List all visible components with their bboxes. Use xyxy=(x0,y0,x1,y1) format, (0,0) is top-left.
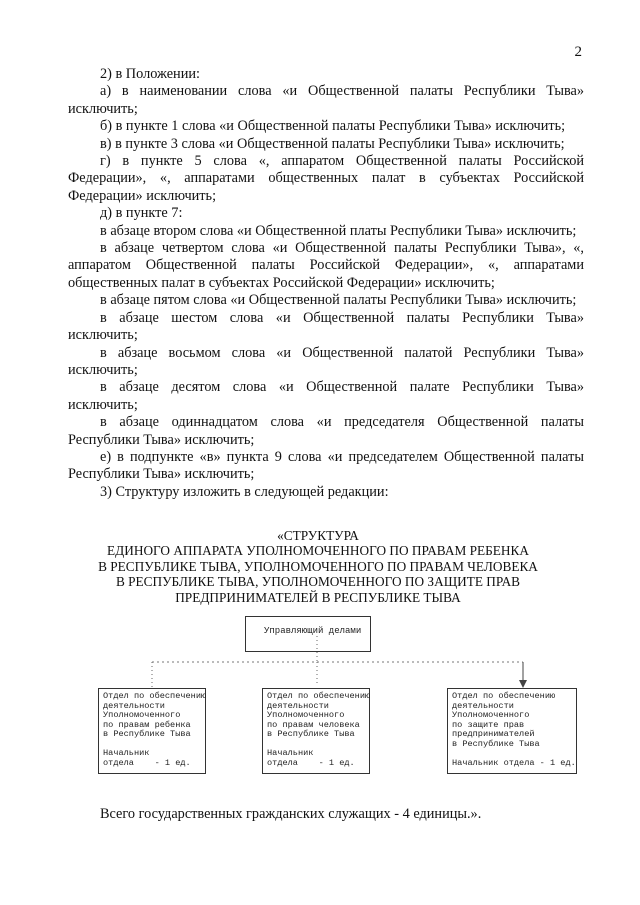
staff-line: Начальник отдела - 1 ед. xyxy=(452,757,576,768)
dept-line: по правам человека xyxy=(267,719,360,730)
paragraph: а) в наименовании слова «и Общественной палаты Республики Тыва» исключить; xyxy=(68,83,584,117)
paragraph: г) в пункте 5 слова «, аппаратом Общественной палаты Российской Федерации», «, аппаратами общественных палат в субъектах Российской Федерации» исключить; xyxy=(68,153,584,204)
staff-line: Начальник xyxy=(103,747,150,758)
structure-title-line: ЕДИНОГО АППАРАТА УПОЛНОМОЧЕННОГО ПО ПРАВАМ РЕБЕНКА xyxy=(107,543,529,559)
paragraph: в абзаце восьмом слова «и Общественной палатой Республики Тыва» исключить; xyxy=(68,344,584,378)
dept-line: деятельности xyxy=(452,700,514,711)
head-label: Управляющий делами xyxy=(264,626,362,636)
dept-line: Уполномоченного xyxy=(267,710,345,721)
staff-line: Начальник xyxy=(267,747,314,758)
paragraph: в абзаце пятом слова «и Общественной палаты Республики Тыва» исключить; xyxy=(100,292,577,309)
paragraph: е) в подпункте «в» пункта 9 слова «и председателем Общественной палаты Республики Тыва» исключить; xyxy=(68,448,584,483)
paragraph: 2) в Положении: xyxy=(100,66,200,82)
paragraph: в абзаце десятом слова «и Общественной палате Республики Тыва» исключить; xyxy=(68,379,584,413)
staff-line: отдела - 1 ед. xyxy=(267,757,355,768)
dept-line: деятельности xyxy=(103,700,165,711)
department-box-human xyxy=(262,688,370,774)
paragraph: в абзаце одиннадцатом слова «и председателя Общественной палаты Республики Тыва» исключить; xyxy=(68,414,584,448)
structure-title-line: В РЕСПУБЛИКЕ ТЫВА, УПОЛНОМОЧЕННОГО ПО ПРАВАМ ЧЕЛОВЕКА xyxy=(98,558,538,574)
dept-line: Отдел по обеспечению xyxy=(267,691,371,701)
arrowhead xyxy=(519,680,527,688)
paragraph: в абзаце шестом слова «и Общественной палаты Республики Тыва» исключить; xyxy=(68,309,584,344)
paragraph: в) в пункте 3 слова «и Общественной палаты Республики Тыва» исключить; xyxy=(100,135,565,152)
paragraph: в абзаце четвертом слова «и Общественной палаты Республики Тыва», «, аппаратом Общественной палаты Российской Федерации», «, аппаратами общественных палат в субъектах Российской Федерации» исключить; xyxy=(68,240,584,291)
staff-total: Всего государственных гражданских служащих - 4 единицы.». xyxy=(100,806,482,822)
dept-line: в Республике Тыва xyxy=(452,738,540,749)
department-box-entrepreneurs xyxy=(447,688,577,774)
structure-title-line: «СТРУКТУРА xyxy=(277,528,359,543)
dept-line: Отдел по обеспечению xyxy=(103,691,207,701)
dept-line: в Республике Тыва xyxy=(267,729,355,740)
dept-line: деятельности xyxy=(267,700,329,711)
paragraph: б) в пункте 1 слова «и Общественной палаты Республики Тыва» исключить; xyxy=(100,118,566,135)
structure-title-line: ПРЕДПРИНИМАТЕЛЕЙ В РЕСПУБЛИКЕ ТЫВА xyxy=(175,589,461,605)
dept-line: предпринимателей xyxy=(452,729,535,740)
paragraph: в абзаце втором слова «и Общественной платы Республики Тыва» исключить; xyxy=(100,222,577,239)
dept-line: по защите прав xyxy=(452,719,525,730)
dept-line: в Республике Тыва xyxy=(103,729,191,740)
dept-line: Отдел по обеспечению xyxy=(452,691,556,701)
page-number: 2 xyxy=(574,44,582,60)
dept-line: Уполномоченного xyxy=(103,710,181,721)
staff-line: отдела - 1 ед. xyxy=(103,757,191,768)
paragraph: д) в пункте 7: xyxy=(100,205,183,222)
dept-line: по правам ребенка xyxy=(103,719,191,730)
structure-title-line: В РЕСПУБЛИКЕ ТЫВА, УПОЛНОМОЧЕННОГО ПО ЗАЩИТЕ ПРАВ xyxy=(115,574,521,590)
department-box-children xyxy=(98,688,206,774)
head-box xyxy=(245,616,371,652)
dept-line: Уполномоченного xyxy=(452,710,530,721)
paragraph: 3) Структуру изложить в следующей редакции: xyxy=(100,483,389,500)
